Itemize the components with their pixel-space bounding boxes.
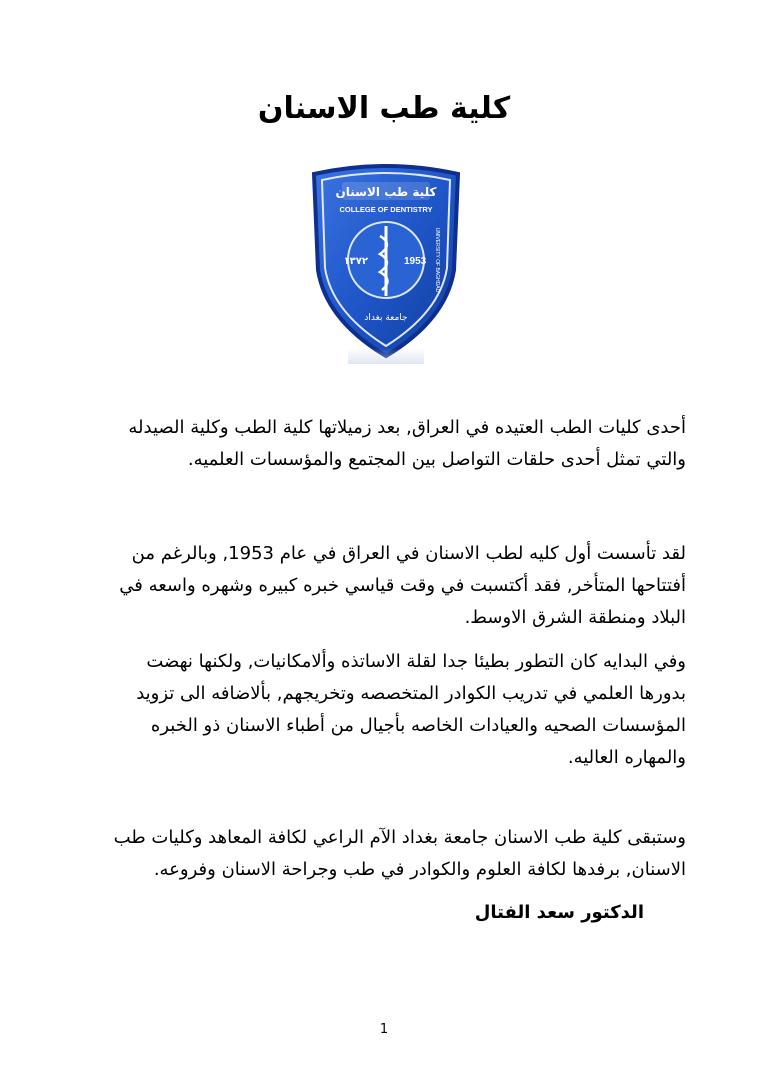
intro-paragraph <box>86 412 686 476</box>
shield-emblem <box>308 160 464 365</box>
college-logo <box>308 160 464 365</box>
author-signature: الدكتور سعد الفتال <box>474 902 644 923</box>
paragraph-line: والمهاره العاليه. <box>567 747 686 768</box>
paragraph-line: وستبقى كلية طب الاسنان جامعة بغداد الآم الراعي لكافة المعاهد وكليات طب <box>113 827 686 848</box>
logo-arabic-name: كلية طب الاسنان <box>335 185 437 199</box>
logo-bottom-text: جامعة بغداد <box>364 313 408 323</box>
logo-english-name: COLLEGE OF DENTISTRY <box>339 205 433 214</box>
paragraph-line: وفي البدايه كان التطور بطيئا جدا لقلة الاساتذه وألامكانيات, ولكنها نهضت <box>146 651 686 672</box>
founding-paragraph <box>119 538 686 634</box>
paragraph-line: أحدى كليات الطب العتيده في العراق, بعد زميلاتها كلية الطب وكلية الصيدله <box>128 417 686 438</box>
page-title: كلية طب الاسنان <box>257 91 511 126</box>
development-paragraph <box>116 646 686 774</box>
logo-year-hijri: ١٣٧٢ <box>343 256 368 267</box>
paragraph-line: بدورها العلمي في تدريب الكوادر المتخصصه وتخريجهم, بألاضافه الى تزويد <box>136 683 686 704</box>
paragraph-line: لقد تأسست أول كليه لطب الاسنان في العراق في عام 1953, وبالرغم من <box>131 543 686 564</box>
paragraph-line: المؤسسات الصحيه والعيادات الخاصه بأجيال من أطباء الاسنان ذو الخبره <box>150 715 686 736</box>
paragraph-line: والتي تمثل أحدى حلقات التواصل بين المجتمع والمؤسسات العلميه. <box>187 449 686 470</box>
logo-side-text: UNIVERSITY OF BAGHDAD <box>434 227 440 293</box>
logo-year-western: 1953 <box>404 256 427 267</box>
paragraph-line: البلاد ومنطقة الشرق الاوسط. <box>464 607 686 628</box>
paragraph-line: الاسنان, برفدها لكافة العلوم والكوادر في طب وجراحة الاسنان وفروعه. <box>153 859 686 880</box>
paragraph-line: أفتتاحها المتأخر, فقد أكتسبت في وقت قياسي خبره كبيره وشهره واسعه في <box>119 575 686 596</box>
closing-paragraph <box>86 822 686 886</box>
page-number: 1 <box>379 1022 389 1037</box>
